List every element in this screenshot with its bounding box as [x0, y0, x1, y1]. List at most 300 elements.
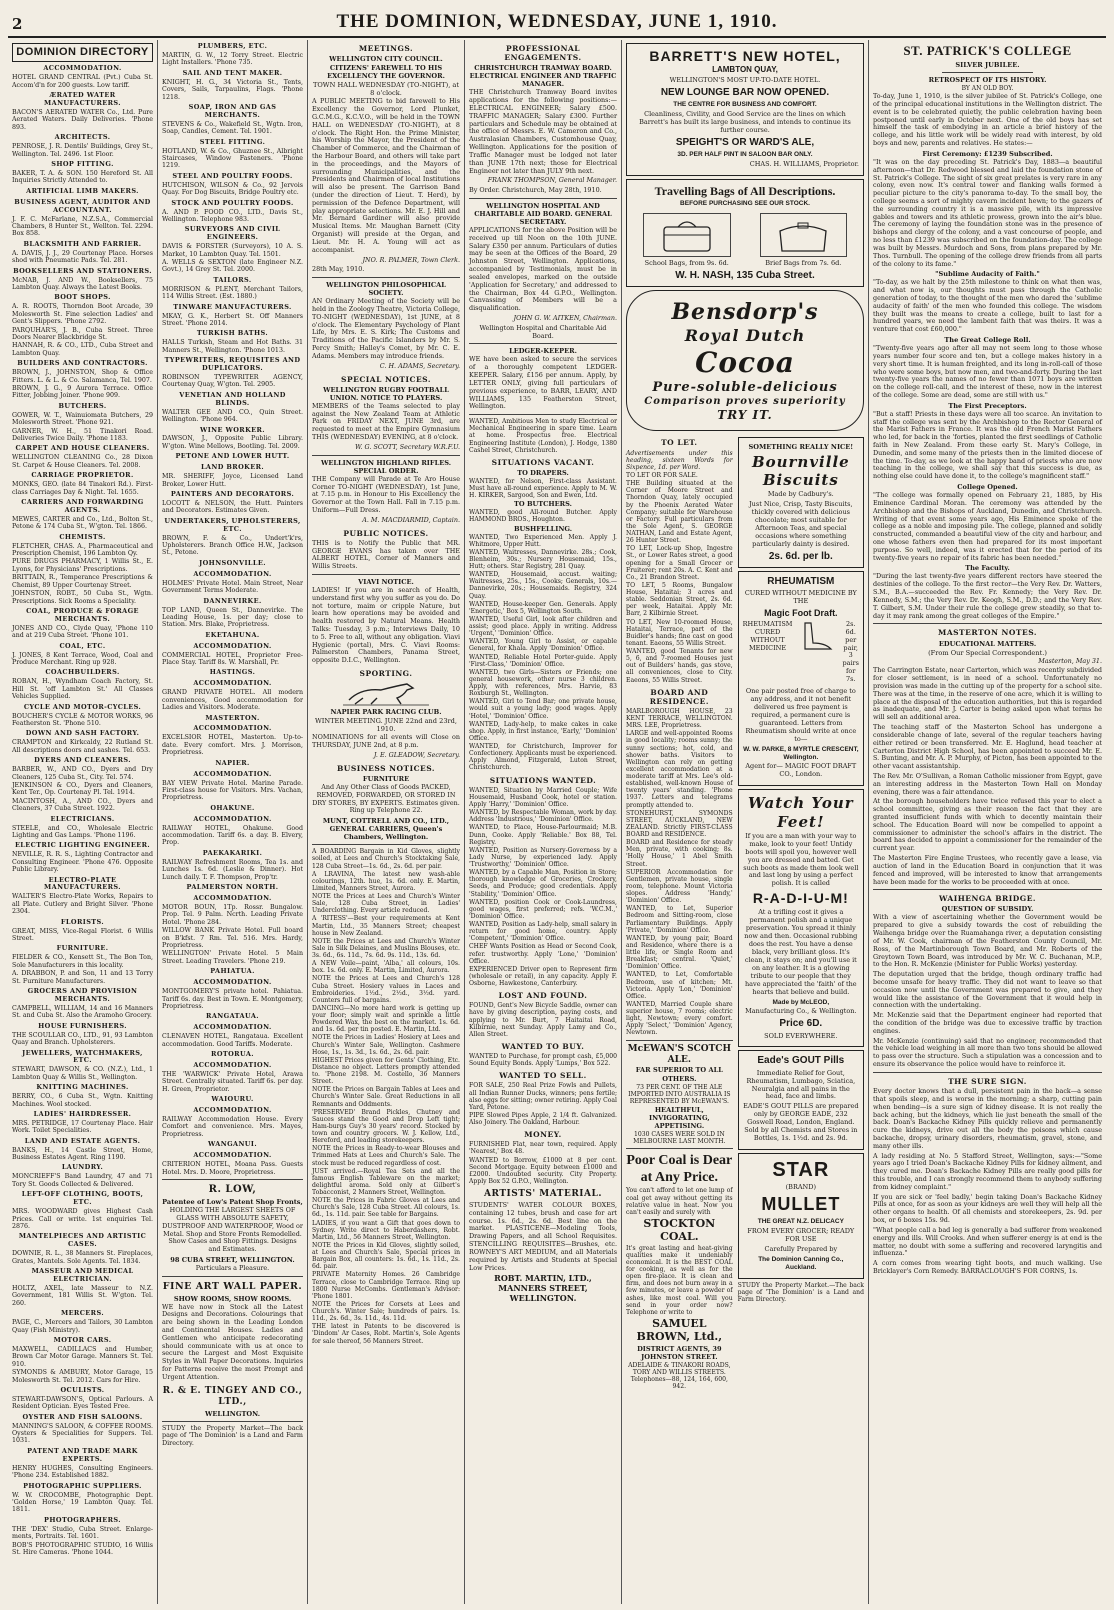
feet-title: Watch Your Feet! [747, 794, 854, 831]
directory-category: ACCOMMODATION. [193, 894, 272, 902]
biscuits-brand: Bournville Biscuits [751, 452, 850, 489]
directory-category: ACCOMMODATION. [193, 1106, 272, 1115]
directory-category: WINE WORKER. [200, 425, 265, 434]
directory-category: CARRIERS AND FORWARDING AGENTS. [21, 498, 144, 514]
money-heading: MONEY. [524, 1130, 562, 1140]
directory-entry: BACON'S AERATED WATER Co., Ltd. Pure Aerated Waters. Daily Deliveries. 'Phone 893. [12, 109, 153, 131]
directory-entry: WALTER GEE AND CO., Quin Street. Wellington. 'Phone 964. [162, 408, 303, 424]
barretts-price: 3D. PER HALF PINT IN SALOON BAR ONLY. [677, 150, 813, 158]
school-bag-icon [643, 213, 731, 257]
classified-ad: NOTE the Prices in Ready-to-wear Blouses and Trimmed Hats at Lees and Church's Sale. The stock must be reduced regardless of cost. [312, 1145, 460, 1167]
classified-ad: WANTED, Ambitious Men to study Electrical or Mechanical Engineering in spare time. Learn at home. Prospectus free. Electrical Engineering Institute (London), J. Hodge, 1380 Cashel Street, Christchurch. [469, 418, 617, 454]
brief-bag-price: Brief Bags from 7s. 6d. [765, 259, 842, 268]
article-p7: "During the last twenty-five years different rectors have steered the destinies of the college. To the first rector—the Very Rev. Dr. Watters, S.M., B.A.—succeeded the Rev. Fr. Kennedy; the Very Rev. Dr. Kennedy, S.M.; the Very Rev. Dr. Keogh, S.M., D.D.; and the Very Rev. T. Gilbert, S.M. Under their rule the college grew steadily, so that to-day it may rank among the great colleges of the Empire." [873, 572, 1102, 620]
directory-entry: THE 'DEX' Studio, Cuba Street. Enlarge-ments, Portraits. Tel. 1601. [12, 1525, 153, 1541]
article-p2: "It was on the day preceding St. Patrick's Day, 1883—a beautiful afternoon—that Dr. Redwood blessed and laid the foundation stone of St. Patrick's College. The sight of six great prelates is very rare in any colony, even now. It's central tower and flanking walls formed a peculiar picture to the city's panorama to-day. To the small boy, the college seems a sort of mighty cavern incident hewn; to the gazers of the surrounding country it is a massive pile, with its impressive gables and towers and its athletic prowess, grown into the air's blue. The ceremony of laying the foundation stone was in the presence of bishops and clergy of the colony, and a vast concourse of people, and no less than £1239 was subscribed on the foundation-day. The college was built by Messrs. Murdoch and Sons, from plans prepared by Mr. Thos. Turnbull. The opening of the college drew friends from all parts of the colony to its fame." [873, 157, 1102, 268]
feet-body2: At a trifling cost it gives a permanent polish and a unique preservation. You spread it thinly now and then. Occasional rubbing does the rest. You have a dense black, very brilliant gloss. It's clean, it stays on; and you'll use it on any leather. It is a glowing tribute to our people that they have appreciated the 'faith' of the hearts that believe and build. [744, 908, 858, 996]
horse-illustration [312, 680, 460, 706]
directory-entry: JOHNSTON, ROBT., 50 Cuba St., Wgtn. Prescriptions. Sick Rooms a Speciality. [12, 590, 153, 605]
directory-entry: STEELE, and CO., Wholesale Electric Lighting and Gas Lamps. 'Phone 1196. [12, 824, 153, 839]
sure-sign-heading: THE SURE SIGN. [948, 1076, 1027, 1086]
directory-sections-2 [162, 43, 303, 1176]
directory-category: ELECTRO-PLATE MANUFACTURERS. [44, 875, 121, 892]
directory-entry: BAKER, T. A. & SON. 150 Hereford St. All Inquiries Strictly Attended to. [12, 169, 153, 185]
directory-category: STEEL FITTING. [199, 137, 266, 146]
rifles-sign: A. M. MACDIARMID, Captain. [362, 515, 460, 524]
article-h6: The Faculty. [965, 564, 1010, 573]
artists-sign: ROBT. MARTIN, LTD., MANNERS STREET, WELLINGTON. [494, 1273, 592, 1303]
directory-entry: JENKINSON & CO., Dyers and Cleaners, Kent Ter., Op. Courtenay Pl. Tel. 1914. [12, 781, 153, 797]
column-news [869, 40, 1106, 1604]
philosophical-title: WELLINGTON PHILOSOPHICAL SOCIETY. [326, 281, 446, 298]
directory-sections [12, 65, 153, 1556]
directory-category: TINWARE MANUFACTURERS. [173, 302, 292, 311]
directory-entry: A. DRABBON, P. and Son, 11 and 13 Torry St. Furniture Manufacturers. [12, 970, 153, 985]
directory-category: NAPIER. [215, 758, 250, 767]
tram-title: CHRISTCHURCH TRAMWAY BOARD. ELECTRICAL ENGINEER AND TRAFFIC MANAGER. [469, 64, 617, 89]
page-title: THE DOMINION, WEDNESDAY, JUNE 1, 1910. [336, 10, 778, 32]
drapers-heading: TO DRAPERS. [517, 468, 569, 477]
hospital-sign: JOHN G. W. AITKEN, Chairman. [513, 313, 617, 322]
star-line2: FROM EVERY GROCER; READY FOR USE [747, 1227, 855, 1244]
directory-category: COAL, PRODUCE & FORAGE MERCHANTS. [26, 606, 139, 623]
directory-category: MOTOR CARS. [53, 1335, 112, 1344]
coal-firm-sub: DISTRICT AGENTS, 39 JOHNSTON STREET. [637, 1344, 722, 1361]
rugby-sign: W. G. SCOTT, Secretary W.R.F.U. [355, 442, 460, 451]
col5-right [738, 434, 864, 1391]
star-line: THE GREAT N.Z. DELICACY [757, 1218, 844, 1226]
directory-category: JEWELLERS, WATCHMAKERS, ETC. [22, 1048, 143, 1065]
directory-category: OCULISTS. [60, 1385, 105, 1394]
directory-entry: WILLOW BANK Private Hotel. Full board on B'kfst. 7 Rm. Tel. 516. Mrs. Hardy, Proprietress. [162, 927, 303, 950]
classified-ad: NOTE the Prices in Ladies' Hosiery at Lees and Church's Winter Sale, Wellington. Cashmere Hose, 1s., 1s. 3d., 1s. 6d., 2s. 6d. pair. [312, 1034, 460, 1056]
business-notices-heading: BUSINESS NOTICES. [336, 763, 436, 773]
butchers-heading: TO BUTCHERS. [514, 500, 572, 509]
directory-category: ACCOMMODATION. [193, 978, 272, 987]
rugby-title: WELLINGTON RUGBY FOOTBALL UNION. NOTICE TO PLAYERS. [323, 385, 449, 402]
directory-category: DYERS AND CLEANERS. [34, 756, 131, 765]
directory-entry: STEWART-DAWSON'S, Optical Parlours. A Resident Optician. Eyes Tested Free. [12, 1395, 153, 1411]
directory-entry: MORRISON & PLENT, Merchant Tailors, 114 Willis Street. (Est. 1880.) [162, 285, 303, 301]
classified-ad: A BOARDING Bargain in Kid Gloves, slightly soiled, at Lees and Church's Stocktaking Sale, 128 Cuba Street—1s. 6d., 2s. 6d. per pair. [312, 848, 460, 870]
classified-ad: TO LET, Lock-up Shop, Ingestre St., or Lower Rates street, a good opening for a Small Grocer or Fruiterer; rent 20s. A. C. Kent and Co., 21 Brandon Street. [626, 545, 733, 581]
col5-left [626, 434, 733, 1391]
directory-category: LEFT-OFF CLOTHING, BOOTS, ETC. [21, 1190, 144, 1207]
sure-sign-p1: Every doctor knows that a dull, persistent pain in the back—a sense that spoils sleep, and is worse in the morning; a sharp, cutting pain when bending—is a sure sign of kidney disease. It is not really the back aching, but the kidneys, which lie just beneath the small of the back. Doan's Backache Kidney Pills quickly relieve and permanently cure the kidneys, drive out all the body the poisons which cause backache, dropsy, urinary disorders, rheumatism, gravel, stone, and many other ills. [873, 1087, 1102, 1150]
masterton-p4: At the borough householders have twice refused this year to elect a school committee, giving as their reason the fact that they are granted insufficient funds with which to decently maintain their school. The Education Board will now be compelled to appoint a commissioner to administer the school's affairs in the district. The board has decided to appoint a commissioner for the remainder of the current year. [873, 797, 1102, 853]
article-p1: To-day, June 1, 1910, is the silver jubilee of St. Patrick's College, one of the principal educational institutions in the Wellington district. The event is to be celebrated quietly, the public celebration having been postponed until early in October next. One of the old boys has set himself the task of embodying in an article a brief history of the college, and his little work will be widely read with interest, by old boys and new, parents and relatives. He states:— [873, 92, 1102, 148]
tram-date: By Order. Christchurch, May 28th, 1910. [469, 186, 602, 195]
gout-brand: Eade's GOUT Pills [757, 1055, 845, 1067]
directory-category: MANTELPIECES AND ARTISTIC CASES. [18, 1232, 147, 1249]
directory-entry: WALTER'S Electro-Plate Works, Repairs to all Plate. Cutlery and Bright Silver. 'Phone 2304. [12, 893, 153, 916]
directory-category: BUSINESS AGENT, AUDITOR AND ACCOUNTANT. [14, 197, 151, 214]
viavi-body: LADIES! If you are in search of Health, understand first why you suffer as you do. Do not torture, maim or cripple Nature, but learn how operations may be avoided and health restored by Natural Means. Health Talks: Tuesday, 3 p.m.; Interviews Daily, 10 to 5. Free to all, without any obligation. Viavi Hygienic (portal), Mrs. C. Viavi Rooms: Palmerston Chambers, Panama Street, opposite D.I.C., Wellington. [312, 585, 460, 665]
directory-entry: PAGE, C., Mercers and Tailors, 30 Lambton Quay (Fish Ministry). [12, 1319, 153, 1334]
directory-entry: MOTOR BOUN, 1Tp. Rossr. Bungalow. Prop. Tel. 9 Palm. Ncrth. Leading Private Hotel. 'Phone 284. [162, 903, 303, 926]
directory-category: OYSTER AND FISH SALOONS. [22, 1412, 143, 1421]
classified-ad: WANTED, to Let, Superior Bedroom and Sitting-room, close Parliamentary Buildings. Apply 'Private,' 'Dominion' Office. [626, 905, 733, 934]
wanted-to-buy-ads [469, 1053, 617, 1067]
cocoa-name: Cocoa [695, 345, 795, 379]
to-let-ads [626, 472, 733, 684]
column-directory-1 [8, 40, 158, 1604]
directory-entry: GRAND PRIVATE HOTEL. All modern conveniences, Good accommodation for Ladies and Visitors. Moderate. [162, 689, 303, 712]
directory-category: BUTCHERS. [58, 401, 107, 410]
directory-category: ACCOMMODATION. [193, 1061, 272, 1070]
directory-entry: HALLS Turkish, Steam and Hot Baths. 31 Manners St., Wellington. 'Phone 1013. [162, 339, 303, 354]
directory-category: VENETIAN AND HOLLAND BLINDS. [179, 390, 286, 407]
barretts-line: NEW LOUNGE BAR NOW OPENED. [660, 86, 830, 98]
directory-entry: PURE DRUGS PHARMACY, 1 Willis St., E. Lyons, for Physicians' Prescriptions. [12, 558, 153, 573]
tram-body: THE Christchurch Tramway Board invites applications for the following positions:— ELECTRICAL ENGINEER; Salary £500. TRAFFIC MANAGER; Salary £300. Further particulars and Schedule may be obtained at the office of Messrs. E. W. Cameron and Co., Australasian Chambers, Customhouse Quay, Wellington. Applications for the position of Traffic Manager must be lodged not later than JUNE 17th next; those for Electrical Engineer not later than JULY 9th next. [469, 88, 617, 175]
article-h1: First Ceremony: £1239 Subscribed. [922, 149, 1053, 158]
classified-ad: WANTED, Young Girl to Assist, or capable General, for Khala. Apply 'Dominion' Office. [469, 638, 617, 653]
racing-title: NAPIER PARK RACING CLUB. [330, 708, 442, 717]
ad-mcewans [626, 1044, 733, 1146]
city-council-body: A PUBLIC MEETING to bid farewell to His Excellency the Governor, Lord Plunket, G.C.M.G., K.C.V.O., will be held in the TOWN HALL on WEDNESDAY (TO-NIGHT), at 8 o'clock. The Right Hon. the Prime Minister, his Worship the Mayor, the President of the Chamber of Commerce, and the Chairman of the Harbour Board, and others will take part in the proceedings, and the Mayors of surrounding Municipalities, and the Presidents and Chairmen of local Institutions will also be present. The Garrison Band (under the direction of Lieut. T. Herd), by permission of the Defence Department, will play appropriate selections. Mr. E. J. Hill and Mr. Bernard Gardiner will also provide Musical Items. Mr. Maughan Barnett (City Organist) will preside at the Organ, and Lieut. Mr. H. A. Young will act as accompanist. [312, 97, 460, 254]
engagements-heading: PROFESSIONAL ENGAGEMENTS. [504, 44, 582, 63]
rheum-agent2: Agent for— MAGIC FOOT DRAFT CO., London. [745, 762, 857, 779]
directory-category: LAUNDRY. [61, 1163, 104, 1172]
classified-ad: WANTED, Position as Nursery-Governess by a Lady Nurse, by experienced lady. Apply 'Trustworthy,' 'Dominion' Office. [469, 846, 617, 868]
ad-low [162, 1184, 303, 1273]
directory-category: HOUSE FURNISHERS. [38, 1021, 127, 1030]
directory-category: SHOP FITTING. [51, 160, 114, 169]
ad-wall-paper-sub: SHOW ROOMS, SHOW ROOMS. [173, 1294, 292, 1303]
directory-entry: A. AND P. FOOD CO., LTD., Davis St., Wellington. Telephone 983. [162, 208, 303, 223]
directory-entry: A. DAVIS, J. J., 29 Courtenay Place. Horses shod with Pneumatic Pads. Tel. 281. [12, 249, 153, 265]
rheum-row [743, 619, 859, 686]
directory-entry: BANKS, H., 14 Castle Street, Home, Business Estates Agent. Ring 1190. [12, 1146, 153, 1162]
directory-category: ARCHITECTS. [54, 133, 111, 142]
bags-title: Travelling Bags of All Descriptions. [654, 183, 836, 198]
directory-entry: HENRY HUGHES, Consulting Engineers. 'Phone 234. Established 1882. [12, 1464, 153, 1480]
directory-category: FURNITURE. [56, 944, 109, 953]
masterton-from: (From Our Special Correspondent.) [928, 648, 1047, 657]
divider [162, 1276, 303, 1277]
waihenga-p2: The deputation urged that the bridge, though ordinary traffic had become unsafe for heavy traffic. They did not want to leave so that occasion now until the Government was prepared to give, and they would like the assistance of the Government that it would help in connection with the undertaking. [873, 970, 1102, 1010]
directory-category: STEEL AND POULTRY FOODS. [172, 171, 293, 180]
to-let-heading: TO LET. [661, 438, 698, 448]
directory-category: HASTINGS. [209, 668, 256, 677]
directory-entry: BOUCHER'S CYCLE & MOTOR WORKS, 96 Featherston St. 'Phone 510. [12, 712, 153, 727]
classified-ad: WANTED, good All-round Butcher. Apply HAMMOND BROS., Houghton. [469, 509, 617, 524]
ad-wall-paper-body: WE have now in Stock all the Latest Designs and Decorations. Colourings that are being shown in the Leading London and Continental Houses. Ladies and Gentlemen who anticipate redecorating should communicate with us at once to secure the Largest and Most Exquisite Styles in Wall Paper Decorations. Inquiries for Patterns receive the most Prompt and Urgent Attention. [162, 1302, 303, 1381]
racing-sub: WINTER MEETING. JUNE 22nd and 23rd, 1910. [315, 717, 457, 734]
directory-category: BUILDERS AND CONTRACTORS. [17, 359, 148, 368]
brief-bag-panel [748, 210, 860, 270]
ad-low-tail: Particulars a Pleasure. [195, 1264, 270, 1273]
directory-category: RANGATAUA. [206, 1012, 259, 1021]
directory-entry: MONTGOMERY'S private hotel. Pahiatua. Tariff 6s. day. Best in Town. E. Montgomery, Proprietress. [162, 988, 303, 1010]
classified-ad: WANTED, House-keeper Gen. Generals. Apply 'Energetic,' Box 5, Wellington South. [469, 600, 617, 615]
directory-entry: BRITTAIN, R., Temperance Prescriptions & Chemist, 89 Upper Courtenay Street. [12, 574, 153, 589]
directory-entry: SYMONDS & AMBURY, Motor Garage, 15 Molesworth St. Tel. 2012. Cars for Hire. [12, 1369, 153, 1384]
directory-entry: EXCELSIOR HOTEL, Masterton. Up-to-date. Every comfort. Mrs. J. Morrison, Proprietress. [162, 734, 303, 757]
philosophical-body: AN Ordinary Meeting of the Society will be held in the Zoology Theatre, Victoria College, TO-NIGHT (WEDNESDAY), 1st JUNE, at 8 o'clock. The Elementary Psychology of Plant Life, by Mrs. E. S. Kirk; The Customs and Traditions of the Pacific Islanders by Mr. S. Percy Smith; Halley's Comet, by Mr. C. E. Adams. Members may introduce friends. [312, 297, 460, 360]
classified-ad: WANTED, Reliable Hotel Porter-guide. Apply 'First-Class,' 'Dominion' Office. [469, 653, 617, 668]
coal-firm: SAMUEL BROWN, Ltd., [636, 1316, 723, 1344]
waihenga-p1: With a view of ascertaining whether the Government would be prepared to give a subsidy towards the cost of rebuilding the Waihenga bridge over the Ruamahanga river, a deputation consisting of Mr. W. Cook, chairman of the Featherston County Council, Mr. Ross, of the Martinborough Town Board, and Mr. Roberts of the Greytown Town Board, was introduced by Mr. W. C. Buchanan, M.P., to the Hon. R. McKenzie (Minister for Public Works) yesterday. [873, 913, 1102, 969]
classified-ad: NOTE the Prices in Fabric Gloves at Lees and Church's Sale, 128 Cuba Street. All colours, 1s. 6d., 1s. 11d. pair. See table for Bargains. [312, 1197, 460, 1219]
directory-entry: BROWN, F. & Co., Undert'k'rs, Upholsterers. Branch Office H.W., Jackson St., Petone. [162, 534, 303, 557]
waihenga-p4: Mr. McKenzie (continuing) said that no engineer, recommended that the vehicle load weighing in all more than two tons should be allowed to pass over the structure. Such a stipulation was a concession and to ensure its observance the police would have to reinforce it. [873, 1036, 1102, 1069]
coal-body: You can't afford to let one lump of coal get away without getting its relative value in heat. Now you can't easily and surely with [626, 1187, 733, 1216]
rheum-price: 2s. 6d. per pair, 3 pairs for 7s. [842, 619, 859, 684]
ad-tingey-name: R. & E. TINGEY AND CO., LTD., [162, 1385, 303, 1407]
classified-ad: CHEF Wants Position as Head or Second Cook, refer. trustworthy. Apply 'Lone,' 'Dominion' Office. [469, 943, 617, 965]
meetings-heading: MEETINGS. [358, 44, 414, 53]
sure-sign-p3: If you are sick or 'feel badly,' begin taking Doan's Backache Kidney Pills at once, for as soon as your kidneys are well they will help all the other organs to health. Of all chemists and storekeepers, 2s. 9d. per box, or 6 boxes 15s. 9d. [873, 1192, 1102, 1225]
lost-found-ads [469, 1002, 617, 1038]
barretts-body: Cleanliness, Civility, and Good Service are the lines on which Barrett's has built its large business, and intends to continue its further course. [639, 109, 851, 134]
directory-entry: RAILWAY Refreshment Rooms, Tea 1s. and Lunches 1s. 6d. (Leslie & Dinner). Hot Lunch daily. T. F. Thompson, Prop'tr. [162, 858, 303, 881]
directory-category: MASTERTON. [205, 713, 260, 722]
lost-found-heading: LOST AND FOUND. [498, 991, 588, 1001]
directory-entry: GREAT, MISS, Vice-Regal Florist. 6 Willis Street. [12, 927, 153, 943]
sure-sign-p4: "What people call a bad leg is generally a bad sufferer from weakened energy and ills. Will Crooks. And when sufferer energy is at end is the matter, no doubt with some a suffering and recovered laryngitis and influenza." [873, 1225, 1102, 1258]
divider [162, 1421, 303, 1422]
masterton-p5: The Masterton Fire Engine Trustees, who recently gave a lease, via auction of land in the Education Board in conjunction that it was fenced and improved, will be interested to know that arrangements have been made for the works to be proceeded with at once. [873, 854, 1102, 886]
drapers-ads [469, 478, 617, 499]
coal-title: Poor Coal is Dear at Any Price. [626, 1153, 733, 1186]
directory-category: ACCOMMODATION. [193, 679, 272, 688]
classified-ad: NOTE the Prices at Lees and Church's Winter Sale in Silk Delaines, and Muslins Blouses, etc. 3s. 6d., 6s. 11d., 7s. 6d. 9s. 11d., 13s. 6d. [312, 937, 460, 960]
rheum-agent: W. W. PARKE, 8 MYRTLE CRESCENT, Wellington. [743, 745, 859, 761]
directory-category: LAND BROKER. [200, 463, 265, 472]
furniture-sign: MUNT, COTTRELL AND CO., LTD., GENERAL CARRIERS, Queen's Chambers, Wellington. [322, 817, 450, 842]
wanted-to-sell-ads [469, 1082, 617, 1126]
directory-entry: ROBAN, H., Wyndham Coach Factory, St. Hill St. 'off Lambton St.' All Classes Vehicles Supplied. [12, 678, 153, 701]
barretts-sign: CHAS. H. WILLIAMS, Proprietor. [749, 159, 859, 168]
small-ads-list [312, 848, 460, 1344]
directory-category: ACCOMMODATION. [193, 569, 272, 578]
directory-entry: HOTLAND, W. & Co., Ghuznee St., Albright Staircases, Window Fasteners. 'Phone 1219. [162, 147, 303, 170]
classified-ad: THE latest in Patents to be discovered is 'Dindom' Ar Cases, Robt. Martin's, Sole Agents for sale thereof, 56 Manners Street. [312, 1323, 460, 1345]
viavi-title: VIAVI NOTICE. [358, 577, 414, 586]
masterton-p1: The Carrington Estate, near Carterton, which was recently subdivided for closer settlement, is in need of a school. Unfortunately no provision was made in the cutting up of the property for a school site. There was at the time, in the reserve of one acre, which it is willing to place at the disposal of the education authorities, but this is regarded as inadequate, and Mr. J. Carter is being asked upon what terms he will sell an additional area. [873, 666, 1102, 722]
directory-entry: McNAB, J. AND W., Booksellers, 75 Lambton Quay. Always the Latest Books. [12, 276, 153, 291]
directory-category: PALMERSTON NORTH. [186, 883, 279, 892]
directory-category: PATENT AND TRADE MARK EXPERTS. [27, 1446, 138, 1463]
directory-entry: BERRY, CO., 6 Cuba St., Wgtn. Knitting Machines. Wool stocked. [12, 1093, 153, 1108]
directory-entry: W. W. CROCOMBE, Photographic Dept. 'Golden Horse,' 19 Lambton Quay. Tel. 1811. [12, 1491, 153, 1514]
feet-by2: Manufacturing Co., & Wellington. [745, 1007, 857, 1016]
directory-category: PETONE AND LOWER HUTT. [175, 452, 290, 461]
directory-entry: BROWN, J. G., 9 Aurora Terrace. Office Fitter, Jobbing Joiner. 'Phone 909. [12, 385, 153, 400]
masterton-date: Masterton, May 31. [1038, 656, 1102, 665]
directory-category: BOOKSELLERS AND STATIONERS. [13, 266, 152, 275]
directory-category: LADIES' HAIRDRESSER. [33, 1109, 132, 1118]
directory-category: ACCOMMODATION. [43, 64, 122, 73]
cocoa-line: Comparison proves superiority [644, 395, 846, 407]
directory-category: ACCOMMODATION. [193, 1023, 272, 1032]
divider [312, 277, 460, 278]
directory-heading: DOMINION DIRECTORY [12, 43, 153, 62]
gout-body: Immediate Relief for Gout, Rheumatism, Lumbago, Sciatica, Neuralgia and all pains in the head, face and limbs. [746, 1068, 856, 1101]
feet-brand: R-A-D-I-U-M! [752, 890, 849, 907]
directory-entry: CLENAVEN HOTEL, Rangataua. Excellent accommodation. Good Tariffs. Moderate. [162, 1033, 303, 1048]
classified-ad: WANTED, Housemaid, accust. waiting; Waitresses, 25s., 15s., Cooks; Generals, 10s.—Dannevirke, 20s.; Housemaids. Registry, 324 Quay. [469, 571, 617, 600]
cocoa-brand: Bensdorp's [671, 299, 819, 326]
board-ads [626, 708, 733, 1037]
directory-entry: HANNAH, R. & CO., LTD., Cuba Street and Lambton Quay. [12, 342, 153, 357]
to-let-note: Advertisements under this heading, sixteen Words for Sixpence, 1d. per Word. [626, 449, 733, 471]
cocoa-try: TRY IT. [717, 407, 773, 422]
directory-entry: BROWN, J., JOHNSTON, Shop & Office Fitters. L. & L. & Co. Salamanca, Tel. 1907. [12, 369, 153, 384]
gout-line: EADE'S GOUT PILLS are prepared only by GEORGE EADE, 232 Goswell Road, London, England. Sold by all Chemists and Stores in Bottles, 1s. 1½d. and 2s. 9d. [743, 1102, 859, 1143]
classified-ad: LARGE and well-appointed Rooms in good locality; rooms sunny; the sunny sections; hot, cold, and shower baths. Visitors to Wellington can rely on getting excellent accommodation at a moderate tariff at Mrs. Lee's old-established, well-known House of twenty years' standing. 'Phone 1937. Letters and telegrams promptly attended to. [626, 730, 733, 809]
footer-note: STUDY the Property Market—The back page of 'The Dominion' is a Land and Farm Directory. [162, 1423, 303, 1448]
star-by: Carefully Prepared by [764, 1245, 838, 1253]
classified-ad: 'PRESERVED' Brand Pickles, Chutney and Sauces stand the Good and Drop Left tight; Ham-burgs Guy's 30 years' record. Stocked by town and country grocers. W. J. Kellow, Ltd., Hereford, and leading storekeepers. [312, 1108, 460, 1145]
mcewans-line: FAR SUPERIOR TO ALL OTHERS. [635, 1066, 723, 1083]
article-h5: College Opened. [957, 483, 1018, 492]
rheum-sub: CURED WITHOUT MEDICINE BY THE [744, 588, 857, 605]
directory-entry: MACINTOSH, A., AND CO., Dyers and Cleaners, 37 Cuba Street. 1922. [12, 797, 153, 813]
directory-entry: JONES AND CO., Clyde Quay, 'Phone 110 and at 219 Cuba Street. 'Phone 101. [12, 624, 153, 640]
directory-category: ROTORUA. [211, 1050, 254, 1059]
ad-bensdorp-cocoa [626, 290, 864, 431]
article-sub2: RETROSPECT OF ITS HISTORY. [928, 75, 1047, 84]
directory-category: COAL, ETC. [59, 641, 106, 650]
classified-ad: FOUND, Gent's New Bicycle Saddle, owner can have by giving description, paying costs, and applying to Mr. Burt, 7 Haitaitai Road, Kilbirnie, next Sunday. Apply Lamy and Co., Allen Street. [469, 1002, 617, 1038]
article-byline: BY AN OLD BOY. [961, 84, 1014, 92]
footer-note-2: STUDY the Property Market.—The back page of 'The Dominion' is a Land and Farm Directory. [737, 1281, 864, 1304]
article-h3: The Great College Roll. [944, 336, 1031, 345]
classified-ad: LADIES, if you want a Gift that goes down to Sydney. Write direct to Haberdashers, Robt. Martin, Ltd., 56 Manners Street, Wellington. [312, 1219, 460, 1241]
classified-ad: WANTED, position Cook or Cook-Laundress, good wages, first preferred; refs. 'W.C.M.,' 'Dominion' Office. [469, 898, 617, 920]
rheum-body: One pair posted free of charge to any address, and it not benefit delivered us free payment is required, a permanent cure is guaranteed. Letters from Rheumatism should write at once to— [745, 687, 857, 743]
directory-category: TYPEWRITERS, REQUISITES AND DUPLICATORS. [164, 356, 301, 373]
classified-ad: DANCING—No more hard work is getting up your floor; simply wait and sprinkle a little Powdered Wax, the best on the market. 1s. 6d. and 1s. 6d. per tin posted. E. Martin, Ltd. [312, 1004, 460, 1034]
situations-wanted-heading: SITUATIONS WANTED. [489, 775, 597, 785]
classified-ad: WANTED, to Let, Comfortable Bedroom, use of kitchen; Mt. Victoria. Apply 'Lon,' 'Dominion' Office. [626, 971, 733, 1000]
ad-low-body: HOLDING THE LARGEST SHEETS OF GLASS WITH ABSOLUTE SAFETY, DUSTPROOF AND WATERPROOF, Wood or Metal. Shop and Store Fronts Remodelled. Show Cases and Shop Fittings. Designs and Estimates. [162, 1206, 303, 1254]
classified-ad: JUST arrived.—Royal Tea Sets and all the famous English Tableware on the market; delightful aroma. Sold only at Gilbert's Tobacconist, 2 Manners Street, Wellington. [312, 1167, 460, 1197]
directory-category: UNDERTAKERS, UPHOLSTERERS, ETC. [164, 516, 301, 533]
furniture-title: FURNITURE [362, 774, 410, 783]
board-heading: BOARD AND RESIDENCE. [649, 687, 709, 706]
directory-entry: A. R. ROOTS, Thorndon Boot Arcade, 39 Molesworth St. Fine selection Ladies' and Gent's Slippers. 'Phone 2792. [12, 303, 153, 326]
article-sub: SILVER JUBILEE. [955, 60, 1020, 69]
biscuits-body: Just Nice, Crisp, Tasty Biscuits, thickly covered with delicious chocolate; most suitable for Afternoon Teas, and special occasions where something particularly dainty is desired. [749, 500, 853, 548]
furniture-body: And Any Other Class of Goods PACKED, REMOVED, FORWARDED, OR STORED IN DRY STORES, BY EXPERTS. Estimates given. Ring up Telephone 22. [312, 782, 460, 815]
divider [469, 414, 617, 415]
wanted-to-sell-heading: WANTED TO SELL. [499, 1071, 587, 1081]
classified-ad: BOARD and Residence for steady Men, private, with cooking; 8s. 'Holly House,' 1 Abel Smith Street. [626, 839, 733, 868]
classified-ad: FURNISHED Flat, near town, required. Apply 'Nearest,' Box 48. [469, 1141, 617, 1156]
ledger-title: LEDGER-KEEPER. [509, 347, 577, 356]
directory-entry: A. WELLS & SEXTON (late Engineer N.Z. Govt.), 14 Grey St. Tel. 2000. [162, 259, 303, 274]
classified-ad: WANTED, by young pair, Board and Residence, where there is a little life, or Single Room and Breakfast; central. 'Quiet,' 'Dominion' Office. [626, 934, 733, 971]
directory-category: EKETAHUNA. [205, 630, 260, 639]
directory-entry: FIELDER & CO., Kensett St., The Bon Ton, Sole Manufacturers in this locality. [12, 954, 153, 969]
directory-entry: CRAMPTON and Kirkcaldy, 22 Rutland St. All descriptions doors and sashes. Tel. 653. [12, 739, 153, 754]
racing-sign: J. E. GLEADOW, Secretary. [373, 750, 460, 759]
racehorse-icon [341, 680, 431, 706]
coal-addr: ADELAIDE & TINAKORI ROADS, TORY AND WILLIS STREETS. Telephones—88, 124, 164, 600, 942. [628, 1361, 731, 1391]
rugby-body: MEMBERS of the Teams selected to play against the New Zealand Team at Athletic Park on FRIDAY NEXT, JUNE 3rd, are requested to meet at the Empire Gymnasium THIS (WEDNESDAY) EVENING, at 8 o'clock. [312, 401, 460, 441]
directory-category: ELECTRIC LIGHTING ENGINEER. [14, 841, 151, 850]
divider [312, 574, 460, 575]
directory-category: SURVEYORS AND CIVIL ENGINEERS. [184, 225, 281, 242]
divider [312, 455, 460, 456]
directory-category: ACCOMMODATION. [193, 641, 272, 650]
biscuits-top: SOMETHING REALLY NICE! [748, 443, 854, 452]
classified-ad: WANTED, Waitresses, Dannevirke. 28s.; Cook, Blenheim, 30s.; Nursery Housemaid, 15s., Hutt; others. Star Registry, 281 Quay. [469, 548, 617, 571]
city-council-sign: JNO. R. PALMER, Town Clerk. [362, 255, 460, 264]
directory-category: DANNEVIRKE. [203, 596, 262, 605]
rheum-title: RHEUMATISM [767, 575, 835, 587]
rheum-tag: RHEUMATISM CURED WITHOUT MEDICINE [742, 619, 793, 652]
star-sub: (BRAND) [785, 1183, 816, 1192]
classified-ad: TO LET OR FOR SALE. [626, 472, 698, 479]
ad-magic-foot-draft [738, 571, 864, 787]
classified-ad: WANTED, by Respectable Woman, work by day. Address 'Industrious,' 'Dominion' Office. [469, 809, 617, 824]
masthead [8, 8, 1106, 38]
city-council-sub2: TOWN HALL WEDNESDAY (TO-NIGHT), at 8 o'clock. [313, 81, 459, 98]
classified-ad: WANTED, Situation by Married Couple; Wife Housemaid, Husband Cook, hotel or station. Apply 'Harry,' 'Dominion' Office. [469, 786, 617, 808]
directory-entry: BAY VIEW Private Hotel. Marine Parade. First-class house for Visitors. Mrs. Vachan, Proprietress. [162, 779, 303, 802]
directory-entry: CAMPBELL, WILLIAM, 14 and 16 Manners St. and Cuba St. Also the Aramoho Grocery. [12, 1004, 153, 1020]
classified-ad: FOR SALE, 250 Real Prize Fowls and Pullets, all Indian Runner Ducks, winners; pens fertile; also eggs for sitting; owner retiring. Apply Coal Yard, Petone. [469, 1082, 617, 1111]
directory-category: ACCOMMODATION. [193, 1151, 272, 1160]
classified-ad: MARLBOROUGH HOUSE, 23 KENT TERRACE, WELLINGTON. MRS. LEE, Proprietress. [626, 707, 733, 730]
directory-category: CARPET AND HOUSE CLEANERS. [15, 444, 150, 453]
ad-low-name: R. LOW, [208, 1184, 257, 1195]
directory-entry: MONCRIEFF'S Band Laundry, 47 and 71 Tory St. Goods Collected & Delivered. [12, 1173, 153, 1188]
directory-entry: THE SCOULLAR CO., LTD., 91, 93 Lambton Quay and Branch. Upholsterers. [12, 1031, 153, 1047]
directory-entry: GARNER, W. H., 51 Tinakori Road. Deliveries Twice Daily. 'Phone 1183. [12, 427, 153, 443]
star-firm: The Dominion Canning Co., Auckland. [758, 1255, 844, 1271]
directory-entry: MAXWELL, CADILLACS and Humber, Brown Car Motor Garage. Manners St. Tel. 910. [12, 1345, 153, 1368]
directory-category: PAEKAKARIKI. [202, 848, 263, 857]
directory-entry: BOB'S PHOTOGRAPHIC STUDIO, 16 Willis St. Hire Cameras. 'Phone 1044. [12, 1541, 153, 1556]
directory-category: CARRIAGE PROPRIETOR. [31, 471, 134, 480]
masterton-p2: The teaching staff of the Masterton School has undergone a considerable change of late, several of the regular teachers having either retired or been transferred. Mr. E. Haglund, head teacher at Carterton District High School, has been appointed to succeed Mr. E. S. Bunting, and Mr. A. P. Murphy, of Picton, has been appointed to the other vacant assistantship. [873, 723, 1102, 771]
waihenga-p3: Mr. McKenzie said that the Department engineer had reported that the condition of the bridge was due to excessive traffic by traction engines. [873, 1011, 1102, 1035]
directory-category: PAHIATUA. [210, 967, 255, 976]
classified-ad: WANTED, Lady-help, to make cakes in cake shop. Apply, in first instance, 'Early,' 'Dominion' Office. [469, 720, 617, 742]
column-engagements [465, 40, 622, 1604]
ad-tingey-place: WELLINGTON. [205, 1409, 260, 1418]
biscuits-price: 2s. 6d. per lb. [768, 550, 833, 562]
city-council-date: 28th May, 1910. [312, 265, 365, 274]
article-title: ST. PATRICK'S COLLEGE [903, 43, 1072, 58]
divider [873, 623, 1102, 624]
bags-shop: W. H. NASH, 135 Cuba Street. [675, 270, 815, 282]
divider [469, 343, 617, 344]
masterton-heading: MASTERTON NOTES. [938, 628, 1037, 638]
racing-body: NOMINATIONS for all events will Close on THURSDAY, JUNE 2nd, at 8 p.m. [312, 733, 460, 750]
directory-entry: STEVENS & Co., Wakefield St., Wgtn. Iron, Soap, Candles, Cement. Tel. 1901. [162, 120, 303, 136]
directory-entry: MR. SHERIFF, Joyce, Licensed Land Broker, Lower Hutt. [162, 473, 303, 488]
directory-category: LAND AND ESTATE AGENTS. [24, 1136, 141, 1145]
classified-ad: PIPE Slowed Pipes Apple, 2 1/4 ft. Galvanized. Also Joinery. The Oakland, Harbour. [469, 1111, 617, 1127]
directory-entry: STEWART, DAWSON, & CO. (N.Z.), Ltd., 1 Lambton Quay & Willis St., Wellington. [12, 1066, 153, 1081]
classified-ad: WANTED, Position as Lady-help, small salary in return for good home, country. Apply 'Competent,' 'Dominion' Office. [469, 921, 617, 943]
classified-ad: WANTED, two Girls—Sisters or Friends; one general housework, other nurse 3 children. Apply, with references, Mrs. Harvie, 83 Roxburgh St., Wellington. [469, 668, 617, 698]
classified-ad: STONEHURST, SYMONDS STREET, AUCKLAND, NEW ZEALAND. Strictly FIRST-CLASS BOARD and RESIDENCE. [626, 809, 733, 839]
directory-category: SOAP, IRON AND GAS MERCHANTS. [188, 102, 277, 119]
column-advertisements [622, 40, 869, 1604]
directory-entry: ROBINSON TYPEWRITER AGENCY, Courtenay Quay, W'gton. Tel. 2905. [162, 374, 303, 389]
bags-sub: BEFORE PURCHASING SEE OUR STOCK. [680, 200, 810, 208]
directory-entry: DOWNIE, R. L., 38 Manners St. Fireplaces, Grates, Mantels. Sole Agents. Tel. 1834. [12, 1250, 153, 1265]
directory-entry: FLETCHER, CHAS. A., Pharmaceutical and Prescription Chemist, 196 Lambton Qy. [12, 542, 153, 558]
